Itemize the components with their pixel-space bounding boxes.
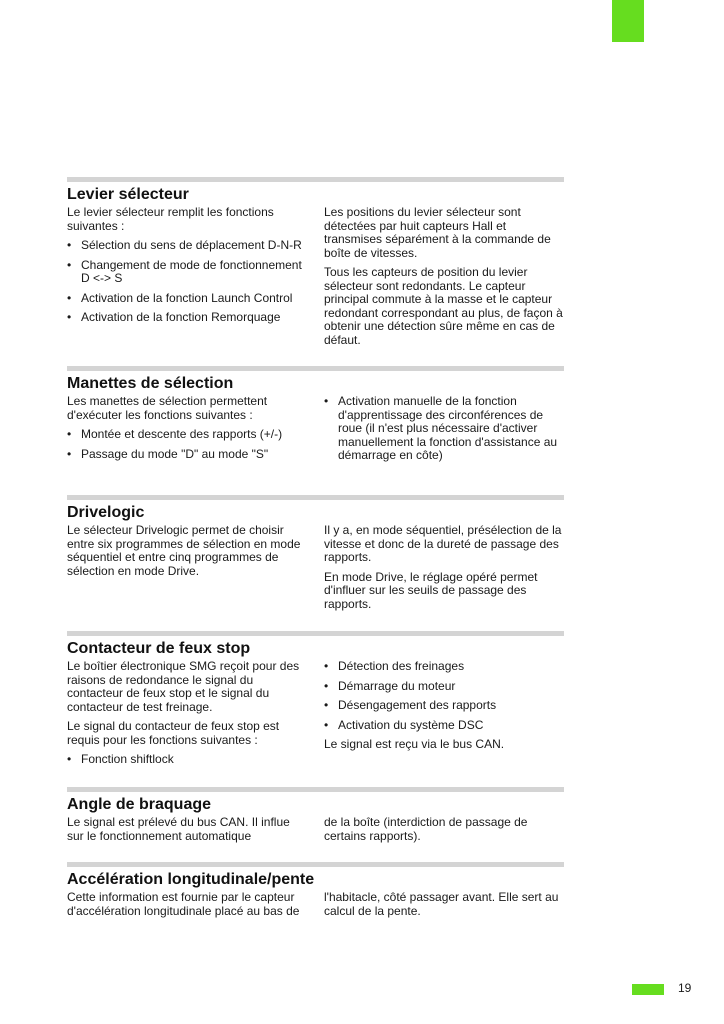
bullet-list [67,239,307,325]
list-item: • Activation du système DSC [324,719,564,733]
list-item: • Montée et descente des rapports (+/-) [67,428,307,442]
paragraph: Le boîtier électronique SMG reçoit pour des raisons de redondance le signal du contacteur de feux stop et le signal du contacteur de test freinage. [67,659,300,714]
paragraph: Le levier sélecteur remplit les fonctions suivantes : [67,205,274,233]
right-column [324,660,564,773]
paragraph: Tous les capteurs de position du levier sélecteur sont redondants. Le capteur principal commute à la masse et le capteur redondant correspondant au plus, de façon à obtenir une détection sûre même en cas de défaut. [324,265,563,347]
section-acceleration-longitudinale [67,862,564,924]
left-column [67,660,307,773]
right-column [324,524,564,617]
bullet-list [67,753,307,767]
section-rule [67,366,564,371]
list-item: • Changement de mode de fonctionnement D <-> S [67,259,307,286]
paragraph: Les positions du levier sélecteur sont détectées par huit capteurs Hall et transmises séparément à la commande de boîte de vitesses. [324,205,551,260]
bullet-list [67,428,307,461]
list-item: • Désengagement des rapports [324,699,564,713]
section-title: Drivelogic [67,504,145,521]
section-rule [67,862,564,867]
paragraph: Le signal est reçu via le bus CAN. [324,737,505,751]
section-levier-selecteur [67,177,564,353]
section-contacteur-feux-stop [67,631,564,773]
paragraph: Le signal du contacteur de feux stop est requis pour les fonctions suivantes : [67,719,280,747]
section-rule [67,177,564,182]
paragraph: Il y a, en mode séquentiel, présélection de la vitesse et donc de la dureté de passage des rapports. [324,523,562,564]
paragraph: Cette information est fournie par le capteur d'accélération longitudinale placé au bas de [67,890,300,918]
paragraph: Le signal est prélevé du bus CAN. Il influe sur le fonctionnement automatique [67,815,290,843]
section-title: Angle de braquage [67,796,212,813]
section-angle-de-braquage [67,787,564,849]
section-title: Manettes de sélection [67,375,234,392]
section-drivelogic [67,495,564,617]
footer-accent-bar [632,984,664,995]
list-item: • Détection des freinages [324,660,564,674]
right-column [324,206,564,353]
left-column [67,395,307,469]
page-number: 19 [678,981,692,995]
section-manettes-de-selection [67,366,564,469]
left-column [67,816,307,849]
paragraph: l'habitacle, côté passager avant. Elle sert au calcul de la pente. [324,890,559,918]
section-rule [67,631,564,636]
section-rule [67,787,564,792]
list-item: • Passage du mode "D" au mode "S" [67,448,307,462]
right-column [324,891,564,924]
bullet-list [324,395,564,463]
left-column [67,206,307,353]
paragraph: Les manettes de sélection permettent d'exécuter les fonctions suivantes : [67,394,268,422]
bullet-list [324,660,564,732]
list-item: • Fonction shiftlock [67,753,307,767]
section-title: Contacteur de feux stop [67,640,251,657]
right-column [324,395,564,469]
left-column [67,524,307,617]
section-title: Accélération longitudinale/pente [67,871,315,888]
paragraph: Le sélecteur Drivelogic permet de choisir entre six programmes de sélection en mode séquentiel et entre cinq programmes de sélection en mode Drive. [67,523,301,578]
list-item: • Activation manuelle de la fonction d'apprentissage des circonférences de roue (il n'est plus nécessaire d'activer manuellement la fonction d'assistance au démarrage en côte) [324,395,564,463]
section-title: Levier sélecteur [67,186,189,203]
list-item: • Démarrage du moteur [324,680,564,694]
top-tab-marker [612,0,644,42]
paragraph: En mode Drive, le réglage opéré permet d'influer sur les seuils de passage des rapports. [324,569,538,611]
paragraph: de la boîte (interdiction de passage de certains rapports). [324,815,528,843]
list-item: • Sélection du sens de déplacement D-N-R [67,239,307,253]
list-item: • Activation de la fonction Launch Control [67,292,307,306]
left-column [67,891,307,924]
right-column [324,816,564,849]
list-item: • Activation de la fonction Remorquage [67,311,307,325]
section-rule [67,495,564,500]
